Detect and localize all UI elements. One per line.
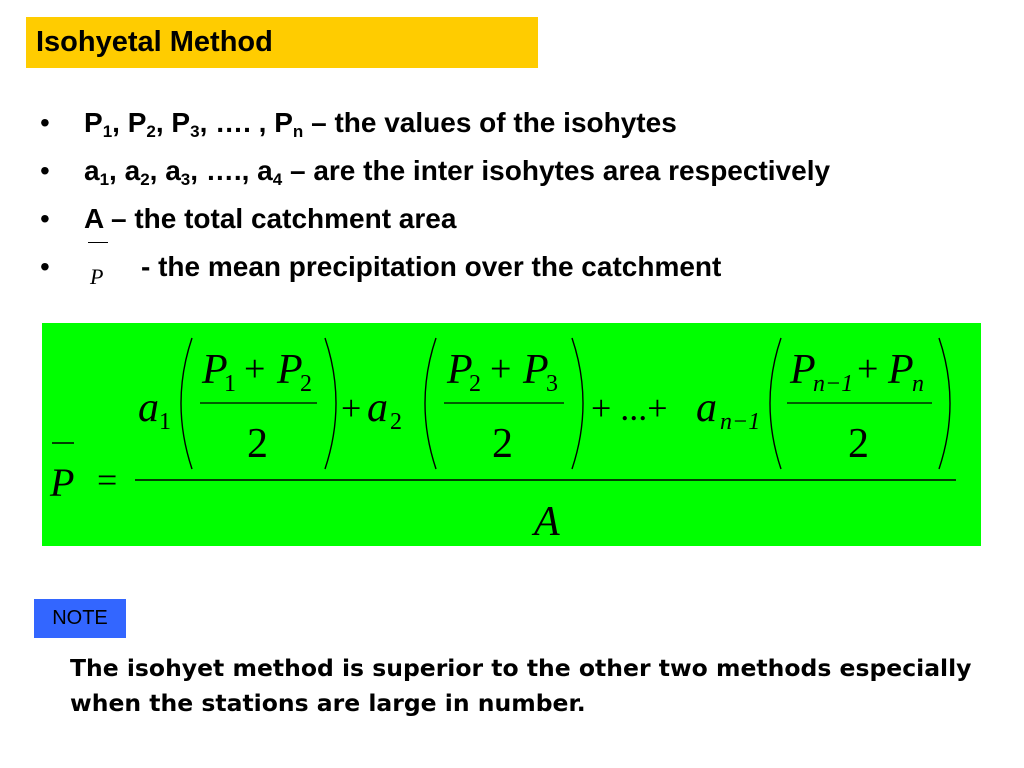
note-badge — [34, 599, 126, 638]
list-item — [40, 100, 1020, 148]
bullet-icon: • — [40, 107, 50, 138]
formula-graphic — [42, 323, 981, 546]
svg-text:P: P — [523, 347, 549, 393]
svg-text:n−1: n−1 — [813, 371, 854, 397]
svg-text:2: 2 — [848, 421, 869, 467]
list-item — [40, 148, 1020, 196]
inter-isohyte-areas-text: $a_1$, $a_2$, $a_3$, …., $a_4$ – are the inter isohytes area respectively — [84, 155, 831, 189]
list-item — [40, 196, 1020, 244]
list-item — [40, 244, 1020, 292]
term2-coefficient: a — [367, 385, 388, 431]
bullet-icon: • — [40, 203, 50, 234]
svg-text:n: n — [912, 371, 924, 397]
equals-sign: = — [97, 460, 118, 500]
svg-text:P: P — [888, 347, 914, 393]
svg-text:P: P — [202, 347, 228, 393]
svg-text:+: + — [341, 388, 362, 428]
denominator-area: A — [534, 499, 560, 545]
svg-text:P: P — [790, 347, 816, 393]
term3-coefficient: a — [696, 385, 717, 431]
svg-text:+: + — [244, 348, 266, 390]
svg-text:P: P — [447, 347, 473, 393]
lhs-symbol: P — [50, 460, 75, 505]
svg-text:2: 2 — [390, 409, 402, 435]
bullet-icon: • — [40, 251, 50, 282]
isohyetal-formula — [42, 323, 981, 546]
slide-title: Isohyetal Method — [36, 26, 273, 58]
svg-text:2: 2 — [247, 421, 268, 467]
svg-text:2: 2 — [492, 421, 513, 467]
mean-precipitation-text: - the mean precipitation over the catchment — [141, 251, 722, 282]
catchment-area-text: A – the total catchment area — [84, 203, 457, 234]
svg-text:+: + — [490, 348, 512, 390]
svg-text:+ ...+: + ...+ — [591, 388, 668, 428]
term1-coefficient-subscript: 1 — [159, 409, 171, 435]
note-paragraph: The isohyet method is superior to the other two methods especially when the stations are large in number. — [70, 654, 972, 717]
mean-precipitation-symbol: P — [90, 242, 103, 288]
svg-text:n−1: n−1 — [720, 409, 761, 435]
svg-text:3: 3 — [546, 371, 558, 397]
isohyte-values-text: $P_1$, $P_2$, $P_3$, …. , $P_n$ – the values of the isohytes — [84, 107, 677, 141]
svg-text:1: 1 — [224, 371, 236, 397]
svg-text:P: P — [277, 347, 303, 393]
svg-text:2: 2 — [469, 371, 481, 397]
bullet-icon: • — [40, 155, 50, 186]
term1-coefficient: a — [138, 385, 159, 431]
slide-title-bar — [26, 17, 538, 68]
svg-text:+: + — [857, 348, 879, 390]
definition-list — [40, 100, 1020, 292]
note-badge-label: NOTE — [52, 607, 108, 629]
svg-text:2: 2 — [300, 371, 312, 397]
